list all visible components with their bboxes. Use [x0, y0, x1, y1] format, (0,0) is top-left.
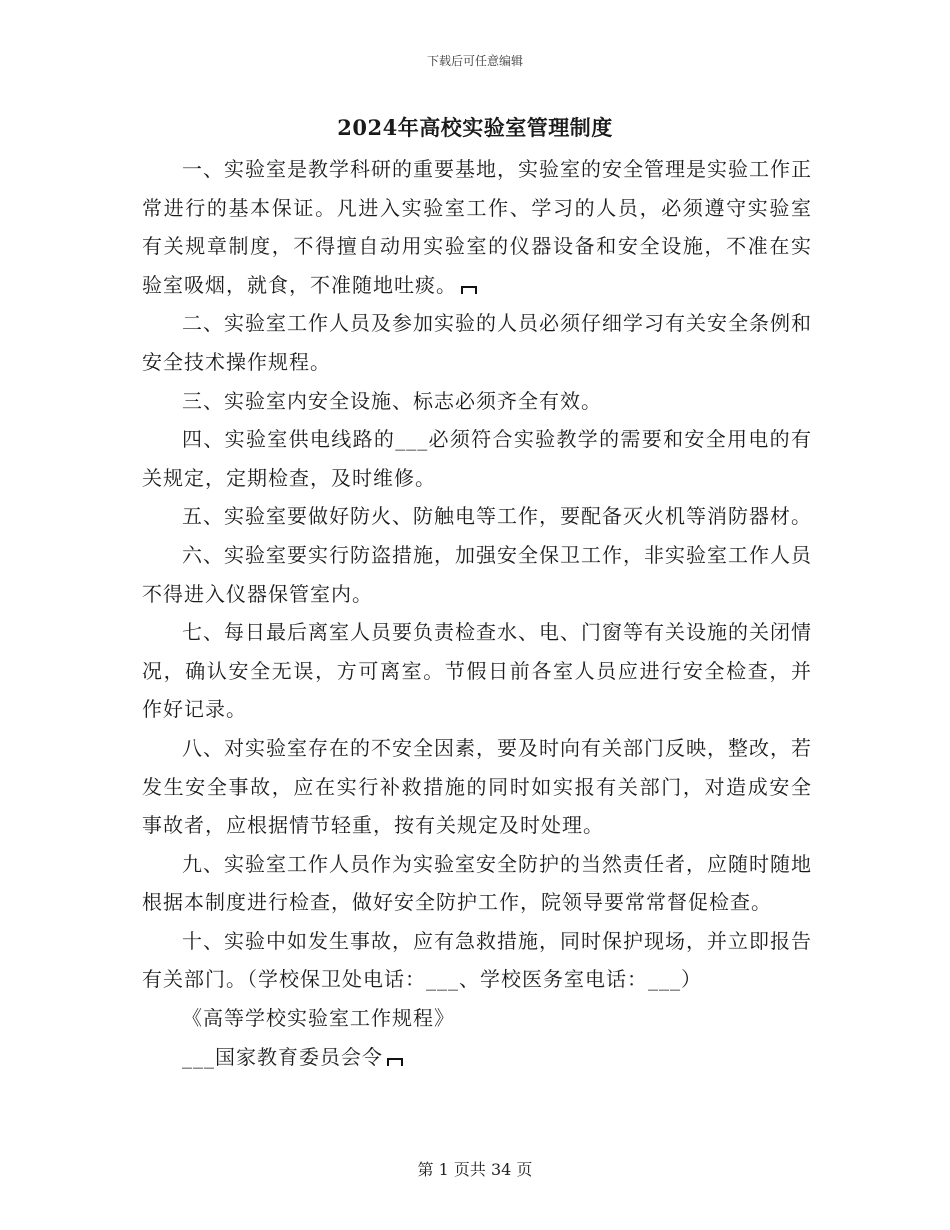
paragraph-12	[142, 1038, 812, 1077]
paragraph-10: 十、实验中如发生事故，应有急救措施，同时保护现场，并立即报告有关部门。（学校保卫处电话：___、学校医务室电话：___）	[142, 928, 812, 992]
paragraph-4: 四、实验室供电线路的___必须符合实验教学的需要和安全用电的有关规定，定期检查，及时维修。	[142, 427, 812, 490]
paragraph-11: 《高等学校实验室工作规程》	[182, 1006, 455, 1031]
paragraph-6: 六、实验室要实行防盗措施，加强安全保卫工作，非实验室工作人员不得进入仪器保管室内。	[142, 542, 812, 606]
paragraph-8: 八、对实验室存在的不安全因素，要及时向有关部门反映，整改，若发生安全事故，应在实行补救措施的同时如实报有关部门，对造成安全事故者，应根据情节轻重，按有关规定及时处理。	[142, 735, 812, 838]
paragraph-1-text: 一、实验室是教学科研的重要基地，实验室的安全管理是实验工作正常进行的基本保证。凡进入实验室工作、学习的人员，必须遵守实验室有关规章制度，不得擅自动用实验室的仪器设备和安全设施，不准在实验室吸烟，就食，不准随地吐痰。	[142, 157, 812, 297]
paragraph-2: 二、实验室工作人员及参加实验的人员必须仔细学习有关安全条例和安全技术操作规程。	[142, 311, 812, 374]
paragraph-5: 五、实验室要做好防火、防触电等工作，要配备灭火机等消防器材。	[182, 504, 812, 529]
page-header: 下载后可任意编辑	[426, 54, 523, 68]
paragraph-1	[142, 150, 812, 304]
line-break-mark-icon	[387, 1058, 403, 1066]
document-title: 2024年高校实验室管理制度	[337, 115, 613, 140]
paragraph-3: 三、实验室内安全设施、标志必须齐全有效。	[182, 388, 602, 413]
page-number-footer: 第 1 页共 34 页	[417, 1160, 533, 1179]
paragraph-9: 九、实验室工作人员作为实验室安全防护的当然责任者，应随时随地根据本制度进行检查，做好安全防护工作，院领导要常常督促检查。	[142, 851, 812, 915]
line-break-mark-icon	[461, 286, 477, 294]
paragraph-7: 七、每日最后离室人员要负责检查水、电、门窗等有关设施的关闭情况，确认安全无误，方可离室。节假日前各室人员应进行安全检查，并作好记录。	[142, 620, 812, 722]
document-body	[142, 150, 812, 1076]
paragraph-12-text: ___国家教育委员会令	[182, 1044, 383, 1069]
